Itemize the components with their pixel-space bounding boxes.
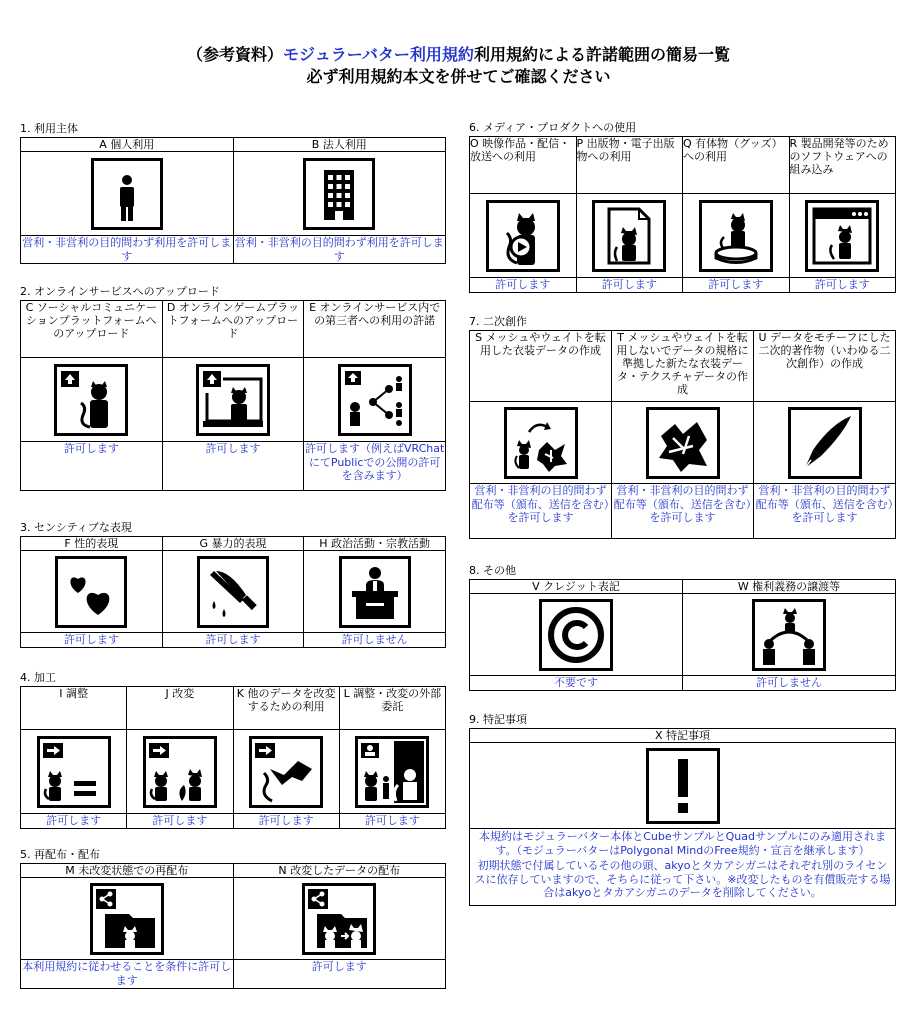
section-special-notes	[469, 713, 896, 906]
outsource-icon	[355, 736, 429, 808]
item-label: G 暴力的表現	[162, 537, 304, 551]
item-result: 許可しません	[683, 676, 896, 691]
item-result: 許可しません	[304, 633, 446, 648]
section-media-products	[469, 121, 896, 293]
section-derivative-works	[469, 315, 896, 539]
knife-icon	[197, 556, 269, 628]
item-label: I 調整	[21, 687, 127, 730]
pen-icon	[788, 407, 862, 479]
item-label: A 個人利用	[21, 138, 234, 152]
item-label: S メッシュやウェイトを転用した衣装データの作成	[470, 331, 612, 402]
item-result: 営利・非営利の目的問わず利用を許可します	[22, 236, 232, 263]
item-result: 不要です	[470, 676, 683, 691]
item-result: 営利・非営利の目的問わず配布等（頒布、送信を含む）を許可します	[470, 484, 612, 539]
redistribute-icon	[90, 883, 164, 955]
section-others	[469, 564, 896, 691]
section-usage-subject	[20, 122, 446, 264]
item-label: U データをモチーフにした二次的著作物（いわゆる二次創作）の作成	[754, 331, 896, 402]
item-label: R 製品開発等のためのソフトウェアへの組み込み	[789, 137, 896, 194]
copyright-icon	[539, 599, 613, 671]
item-label: C ソーシャルコミュニケーションプラットフォームへのアップロード	[21, 301, 163, 358]
item-result: 許可します	[162, 633, 304, 648]
item-result: 許可します	[470, 278, 577, 293]
section-modification	[20, 671, 446, 829]
item-label: B 法人利用	[233, 138, 446, 152]
transfer-rights-icon	[752, 599, 826, 671]
page-header	[0, 44, 917, 88]
item-result: 許可します	[21, 442, 163, 491]
item-label: F 性的表現	[21, 537, 163, 551]
item-label: T メッシュやウェイトを転用しないでデータの規格に準拠した新たな衣装データ・テクスチャデータの作成	[612, 331, 754, 402]
use-to-modify-icon	[249, 736, 323, 808]
item-result: 営利・非営利の目的問わず配布等（頒布、送信を含む）を許可します	[754, 484, 896, 539]
share-users-icon	[338, 364, 412, 436]
item-result: 許可します	[233, 814, 339, 829]
person-icon	[91, 158, 163, 230]
item-label: V クレジット表記	[470, 580, 683, 594]
item-result: 許可します	[339, 814, 445, 829]
note-scope: 本規約はモジュラーバター本体とCubeサンプルとQuadサンプルにのみ適用されます。（モジュラーバターはPolygonal MindのFree規約・宣言を継承します）	[478, 830, 886, 857]
section-title: 1. 利用主体	[20, 122, 78, 135]
item-label: O 映像作品・配信・放送への利用	[470, 137, 577, 194]
costume-icon	[646, 407, 720, 479]
section-title: 4. 加工	[20, 671, 56, 684]
modify-icon	[143, 736, 217, 808]
item-label: M 未改変状態での再配布	[21, 864, 234, 878]
item-result: 許可します	[233, 960, 446, 989]
section-title: 8. その他	[469, 564, 516, 577]
item-label: X 特記事項	[470, 729, 896, 743]
figure-icon	[699, 200, 773, 272]
item-result: 許可します	[21, 814, 127, 829]
item-label: E オンラインサービス内での第三者への利用の許諾	[304, 301, 446, 358]
costume-transfer-icon	[504, 407, 578, 479]
note-other-licenses: 初期状態で付属しているその他の頭、akyoとタカアシガニはそれぞれ別のライセンスに依存していますので、そちらに従って下さい。※改変したものを有償販売する場合はakyoとタカアシガニのデータを削除してください。	[474, 859, 891, 899]
podium-icon	[339, 556, 411, 628]
section-title: 9. 特記事項	[469, 713, 527, 726]
publication-icon	[592, 200, 666, 272]
adjust-icon	[37, 736, 111, 808]
section-title: 7. 二次創作	[469, 315, 527, 328]
item-label: D オンラインゲームプラットフォームへのアップロード	[162, 301, 304, 358]
item-result: 本利用規約に従わせることを条件に許可します	[22, 960, 232, 987]
item-label: P 出版物・電子出版物への利用	[576, 137, 683, 194]
item-result: 許可します	[789, 278, 896, 293]
building-icon	[303, 158, 375, 230]
distribute-modified-icon	[302, 883, 376, 955]
item-label: K 他のデータを改変するための利用	[233, 687, 339, 730]
software-icon	[805, 200, 879, 272]
exclamation-icon	[646, 748, 720, 824]
item-result: 営利・非営利の目的問わず配布等（頒布、送信を含む）を許可します	[612, 484, 754, 539]
section-title: 6. メディア・プロダクトへの使用	[469, 121, 637, 134]
item-result: 許可します	[162, 442, 304, 491]
item-label: W 権利義務の譲渡等	[683, 580, 896, 594]
item-result: 許可します	[683, 278, 790, 293]
section-title: 5. 再配布・配布	[20, 848, 100, 861]
section-online-upload	[20, 285, 446, 491]
item-label: N 改変したデータの配布	[233, 864, 446, 878]
item-label: Q 有体物（グッズ）への利用	[683, 137, 790, 194]
upload-game-icon	[196, 364, 270, 436]
section-sensitive-expression	[20, 521, 446, 648]
upload-avatar-icon	[54, 364, 128, 436]
item-result: 許可します	[21, 633, 163, 648]
section-title: 3. センシティブな表現	[20, 521, 132, 534]
header-line1	[0, 44, 917, 66]
item-label: H 政治活動・宗教活動	[304, 537, 446, 551]
header-prefix: （参考資料）	[187, 45, 284, 64]
section-title: 2. オンラインサービスへのアップロード	[20, 285, 220, 298]
video-icon	[486, 200, 560, 272]
item-label: L 調整・改変の外部委託	[339, 687, 445, 730]
item-result: 営利・非営利の目的問わず利用を許可します	[234, 236, 444, 263]
item-result: 許可します（例えばVRChatにてPublicでの公開の許可を含みます）	[304, 442, 446, 491]
section-redistribution	[20, 848, 446, 989]
item-result: 許可します	[127, 814, 233, 829]
hearts-icon	[55, 556, 127, 628]
item-label: J 改変	[127, 687, 233, 730]
header-line2: 必ず利用規約本文を併せてご確認ください	[306, 67, 611, 86]
header-suffix: 利用規約による許諾範囲の簡易一覧	[473, 45, 730, 64]
terms-link[interactable]: モジュラーバター利用規約	[283, 45, 474, 64]
item-result: 許可します	[576, 278, 683, 293]
